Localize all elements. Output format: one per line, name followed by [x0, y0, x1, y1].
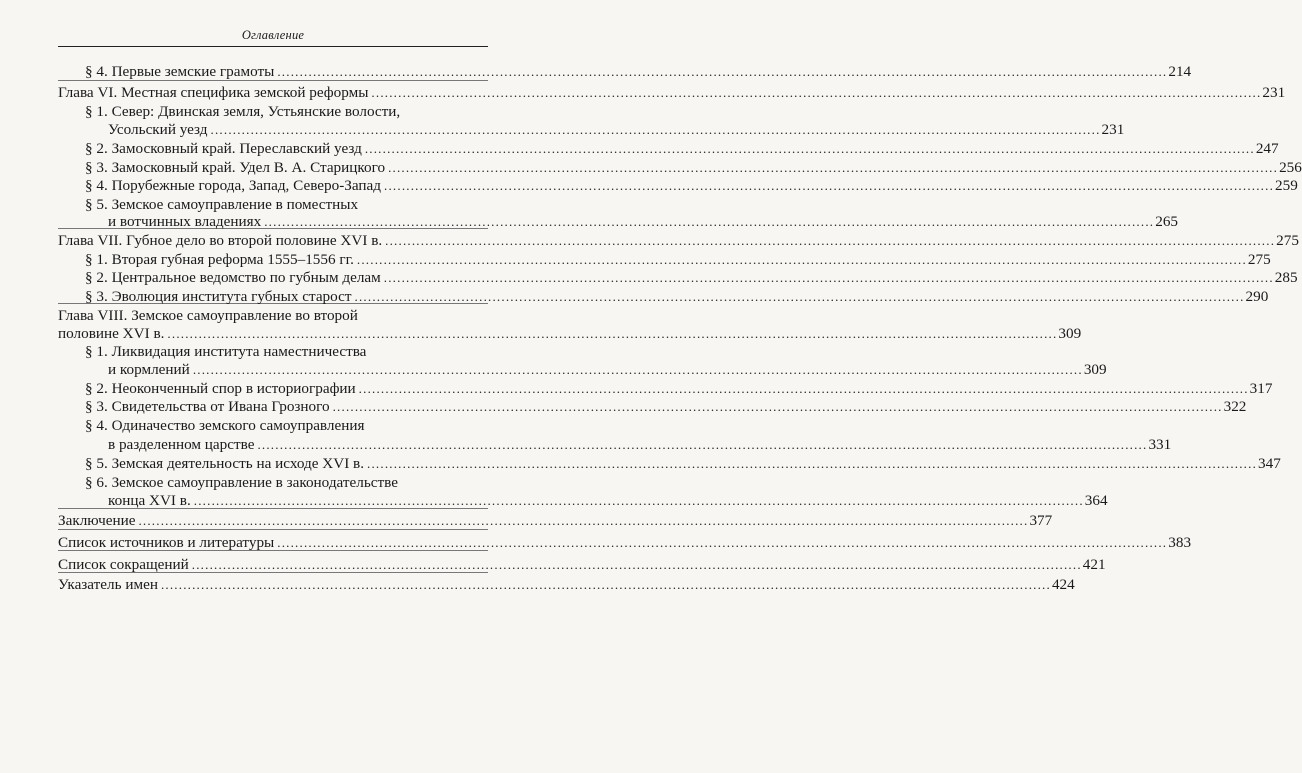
toc-entry-title: § 3. Эволюция института губных старост	[85, 288, 352, 305]
dot-leader: ........................................................................................................................................................................................................	[210, 122, 1101, 137]
page-number: 331	[1148, 436, 1172, 453]
running-header: Оглавление	[241, 28, 305, 42]
page-number: 317	[1249, 380, 1273, 397]
toc-entry[interactable]	[58, 84, 1286, 102]
toc-entry-title: Глава VI. Местная специфика земской реформы	[58, 84, 369, 101]
dot-leader: ........................................................................................................................................................................................................	[160, 577, 1051, 592]
toc-entry[interactable]	[85, 63, 1192, 81]
toc-entry-title: § 5. Земская деятельность на исходе XVI в.	[85, 455, 365, 472]
toc-entry[interactable]	[108, 213, 1179, 231]
dot-leader: ........................................................................................................................................................................................................	[138, 513, 1029, 528]
dot-leader: ........................................................................................................................................................................................................	[354, 289, 1245, 304]
toc-entry[interactable]	[58, 512, 1053, 530]
page-number: 231	[1262, 84, 1286, 101]
page-number: 383	[1168, 534, 1192, 551]
toc-entry-title: § 4. Первые земские грамоты	[85, 63, 275, 80]
dot-leader: ........................................................................................................................................................................................................	[277, 64, 1168, 79]
page-number: 364	[1084, 492, 1108, 509]
toc-entry-title: Список сокращений	[58, 556, 189, 573]
toc-entry[interactable]	[85, 177, 1298, 195]
dot-leader: ........................................................................................................................................................................................................	[384, 178, 1275, 193]
toc-entry-title: § 2. Замосковный край. Переславский уезд	[85, 140, 362, 157]
toc-entry[interactable]	[58, 325, 1082, 343]
page-number: 421	[1082, 556, 1106, 573]
page-number: 231	[1101, 121, 1125, 138]
page-number: 322	[1223, 398, 1247, 415]
toc-entry[interactable]	[58, 232, 1299, 250]
toc-entry[interactable]	[58, 534, 1192, 552]
toc-entry-title: Заключение	[58, 512, 136, 529]
dot-leader: ........................................................................................................................................................................................................	[192, 362, 1083, 377]
dot-leader: ........................................................................................................................................................................................................	[364, 141, 1255, 156]
toc-entry[interactable]	[108, 436, 1172, 454]
dot-leader: ........................................................................................................................................................................................................	[385, 233, 1276, 248]
page-number: 275	[1276, 232, 1299, 249]
dot-leader: ........................................................................................................................................................................................................	[257, 437, 1148, 452]
toc-entry-continuation: конца XVI в.	[108, 492, 191, 509]
toc-entry[interactable]	[108, 492, 1108, 510]
toc-entry-title: Список источников и литературы	[58, 534, 275, 551]
page-number: 309	[1083, 361, 1107, 378]
toc-entry[interactable]	[58, 576, 1075, 594]
toc-entry-title: § 2. Неоконченный спор в историографии	[85, 380, 356, 397]
toc-entry[interactable]	[85, 288, 1269, 306]
toc-entry[interactable]	[58, 556, 1106, 574]
toc-entry-title: § 5. Земское самоуправление в поместных	[85, 196, 359, 213]
toc-entry-title: § 6. Земское самоуправление в законодательстве	[85, 474, 398, 491]
toc-entry[interactable]	[85, 269, 1298, 287]
toc-entry-title: § 1. Ликвидация института наместничества	[85, 343, 367, 360]
toc-entry-title: § 4. Одиначество земского самоуправления	[85, 417, 365, 434]
toc-entry-title: § 1. Север: Двинская земля, Устьянские волости,	[85, 103, 401, 120]
dot-leader: ........................................................................................................................................................................................................	[367, 456, 1258, 471]
toc-entry-title: Глава VII. Губное дело во второй половине XVI в.	[58, 232, 383, 249]
dot-leader: ........................................................................................................................................................................................................	[358, 381, 1249, 396]
toc-entry-title: § 4. Порубежные города, Запад, Северо-Запад	[85, 177, 382, 194]
page-number: 247	[1255, 140, 1279, 157]
toc-entry[interactable]	[85, 251, 1271, 269]
page-number: 347	[1258, 455, 1281, 472]
dot-leader: ........................................................................................................................................................................................................	[388, 160, 1279, 175]
toc-entry[interactable]	[85, 140, 1279, 158]
dot-leader: ........................................................................................................................................................................................................	[332, 399, 1223, 414]
page-number: 290	[1245, 288, 1269, 305]
toc-entry-continuation: половине XVI в.	[58, 325, 165, 342]
dot-leader: ........................................................................................................................................................................................................	[264, 214, 1155, 229]
toc-entry[interactable]	[85, 159, 1302, 177]
page-number: 214	[1168, 63, 1192, 80]
dot-leader: ........................................................................................................................................................................................................	[277, 535, 1168, 550]
toc-entry-continuation: и кормлений	[108, 361, 190, 378]
toc-entry-title: § 2. Центральное ведомство по губным делам	[85, 269, 381, 286]
page-number: 377	[1029, 512, 1053, 529]
toc-entry-title: § 3. Замосковный край. Удел В. А. Старицкого	[85, 159, 386, 176]
page-number: 256	[1279, 159, 1302, 176]
page-number: 309	[1058, 325, 1082, 342]
toc-entry[interactable]	[85, 455, 1281, 473]
dot-leader: ........................................................................................................................................................................................................	[193, 493, 1084, 508]
toc-entry-continuation: и вотчинных владениях	[108, 213, 262, 230]
toc-entry[interactable]	[85, 398, 1247, 416]
page-number: 265	[1155, 213, 1179, 230]
toc-entry-continuation: Усольский уезд	[108, 121, 208, 138]
toc-entry-title: Указатель имен	[58, 576, 158, 593]
toc-entry-title: § 1. Вторая губная реформа 1555–1556 гг.	[85, 251, 354, 268]
toc-entry[interactable]	[85, 380, 1273, 398]
page-number: 259	[1275, 177, 1298, 194]
page-number: 285	[1274, 269, 1298, 286]
page-number: 275	[1247, 251, 1271, 268]
dot-leader: ........................................................................................................................................................................................................	[371, 85, 1262, 100]
toc-entry[interactable]	[108, 121, 1125, 139]
dot-leader: ........................................................................................................................................................................................................	[356, 252, 1247, 267]
toc-entry-title: Глава VIII. Земское самоуправление во второй	[58, 307, 358, 324]
dot-leader: ........................................................................................................................................................................................................	[383, 270, 1274, 285]
dot-leader: ........................................................................................................................................................................................................	[167, 326, 1058, 341]
page-number: 424	[1051, 576, 1075, 593]
toc-entry-title: § 3. Свидетельства от Ивана Грозного	[85, 398, 330, 415]
toc-entry[interactable]	[108, 361, 1107, 379]
dot-leader: ........................................................................................................................................................................................................	[191, 557, 1082, 572]
toc-entry-continuation: в разделенном царстве	[108, 436, 255, 453]
